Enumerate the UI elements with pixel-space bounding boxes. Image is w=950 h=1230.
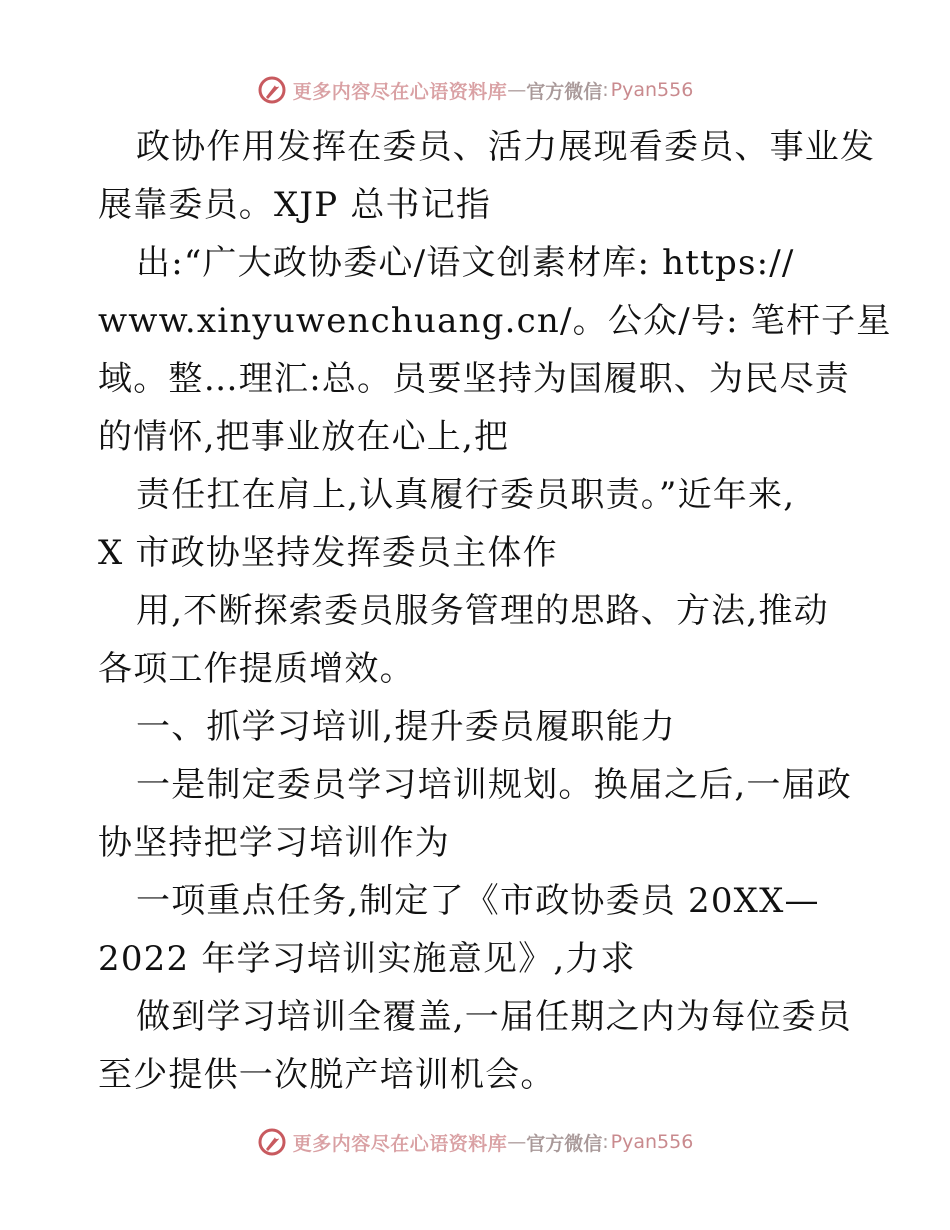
text-line: 一是制定委员学习培训规划。换届之后,一届政 xyxy=(136,765,853,805)
watermark-wechat-label: 官方微信 xyxy=(526,1132,603,1155)
watermark-wechat-label: 官方微信 xyxy=(526,80,603,103)
text-line: 协坚持把学习培训作为 xyxy=(98,823,450,863)
text-line: 政协作用发挥在委员、活力展现看委员、事业发 xyxy=(136,127,876,167)
watermark-wechat-id: Pyan556 xyxy=(610,79,694,101)
watermark-separator: — xyxy=(507,79,527,101)
text-line: 做到学习培训全覆盖,一届任期之内为每位委员 xyxy=(136,997,853,1037)
text-line: 至少提供一次脱产培训机会。 xyxy=(98,1055,556,1095)
watermark-wechat-id: Pyan556 xyxy=(610,1131,694,1153)
text-line: 各项工作提质增效。 xyxy=(98,649,415,689)
document-body xyxy=(98,118,892,1104)
text-line: 展靠委员。XJP 总书记指 xyxy=(98,185,492,225)
watermark-colon: : xyxy=(602,1131,609,1153)
text-line: X 市政协坚持发挥委员主体作 xyxy=(98,533,558,573)
text-line: 2022 年学习培训实施意见》,力求 xyxy=(98,939,636,979)
text-line: 责任扛在肩上,认真履行委员职责。”近年来, xyxy=(136,475,796,515)
watermark-separator: — xyxy=(507,1131,527,1153)
pen-nib-circle-icon xyxy=(257,1127,287,1157)
text-line: 域。整…理汇:总。员要坚持为国履职、为民尽责 xyxy=(98,359,850,399)
section-heading: 一、抓学习培训,提升委员履职能力 xyxy=(136,707,677,747)
text-line: 用,不断探索委员服务管理的思路、方法,推动 xyxy=(136,591,829,631)
text-line: www.xinyuwenchuang.cn/。公众/号: 笔杆子星 xyxy=(98,301,892,341)
header-watermark xyxy=(0,70,950,110)
pen-nib-circle-icon xyxy=(257,75,287,105)
text-line: 一项重点任务,制定了《市政协委员 20XX— xyxy=(136,881,820,921)
text-line: 的情怀,把事业放在心上,把 xyxy=(98,417,510,457)
watermark-site-text: 更多内容尽在心语资料库 xyxy=(292,80,508,103)
footer-watermark xyxy=(0,1122,950,1162)
watermark-site-text: 更多内容尽在心语资料库 xyxy=(292,1132,508,1155)
text-line: 出:“广大政协委心/语文创素材库: https:// xyxy=(136,243,795,283)
watermark-colon: : xyxy=(602,79,609,101)
